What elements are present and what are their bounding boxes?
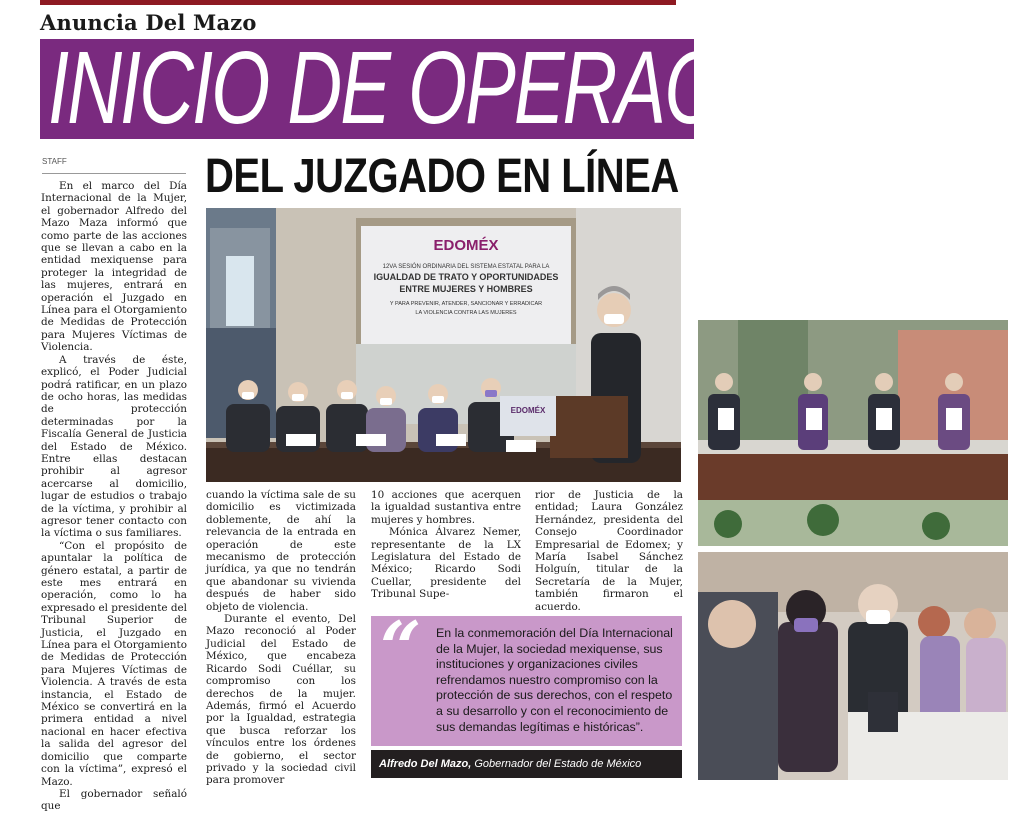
banner-line: 12VA SESIÓN ORDINARIA DEL SISTEMA ESTATAL PARA LA: [382, 264, 550, 270]
article-column-4: [535, 489, 683, 613]
paragraph: Durante el evento, Del Mazo reconoció al Poder Judicial del Estado de México, que encabeza Ricardo Sodi Cuéllar, su compromiso con los derechos de la mujer. Además, firmó el Acuerdo por la Igualdad, estrategia que busca reforzar los vínculos entre los órdenes de gobierno, el sector privado y la sociedad civil para promover: [206, 613, 356, 787]
paragraph: rior de Justicia de la entidad; Laura González Hernández, presidenta del Consejo Coordinador Empresarial de Edomex; y María Isabel Sánchez Holguín, titular de la Secretaría de la Mujer, también firmaron el acuerdo.: [535, 489, 683, 613]
pull-quote-attribution: [371, 750, 682, 778]
byline: STAFF: [42, 157, 67, 166]
article-column-2: [206, 489, 356, 787]
quote-mark-icon: “: [380, 605, 422, 690]
headline: INICIO DE OPERACIÓN: [48, 30, 847, 146]
podium-logo: EDOMÉX: [510, 406, 546, 415]
article-column-3: [371, 489, 521, 609]
headline-banner: [40, 30, 847, 146]
byline-rule: [42, 173, 186, 174]
pull-quote-text: En la conmemoración del Día Internacional de la Mujer, la sociedad mexiquense, sus instituciones y organizaciones civiles refrendamos nuestro compromiso con la protección de sus derechos, con el respeto a su desarrollo y con el reconocimiento de sus demandas legítimas e históricas”.: [436, 626, 673, 734]
side-photo-top-illustration: [698, 320, 1008, 546]
quote-author-role: Gobernador del Estado de México: [471, 758, 642, 770]
paragraph: En el marco del Día Internacional de la Mujer, el gobernador Alfredo del Mazo Maza informó que como parte de las acciones que se llevan a cabo en la entidad mexiquense para proteger la integridad de las mujeres, entrará en operación el Juzgado en Línea para el Otorgamiento de Medidas de Protección para Mujeres Víctimas de Violencia.: [41, 180, 187, 354]
side-photo-bottom-illustration: [698, 552, 1008, 780]
subheadline: DEL JUZGADO EN LÍNEA: [205, 150, 679, 203]
top-rule: [40, 0, 676, 5]
banner-line: LA VIOLENCIA CONTRA LAS MUJERES: [415, 310, 517, 316]
banner-line: Y PARA PREVENIR, ATENDER, SANCIONAR Y ERRADICAR: [389, 301, 543, 307]
side-photo-bottom: [698, 552, 1008, 780]
paragraph: “Con el propósito de apuntalar la política de género estatal, a partir de este mes entrará en operación, como lo ha expresado el presidente del Tribunal Superior de Justicia, el Juzgado en Línea para el Otorgamiento de Medidas de Protección para Mujeres Víctimas de Violencia. A través de esta instancia, el Estado de México se convertirá en la primera entidad a nivel nacional en hacer efectiva la salida del agresor del domicilio que comparte con la víctima”, expresó el Mazo.: [41, 539, 187, 788]
banner-line: ENTRE MUJERES Y HOMBRES: [399, 284, 533, 294]
side-photo-top: [698, 320, 1008, 546]
paragraph: 10 acciones que acerquen la igualdad sustantiva entre mujeres y hombres.: [371, 489, 521, 526]
edomex-logo: EDOMÉX: [433, 237, 499, 254]
paragraph: El gobernador señaló que: [41, 787, 187, 813]
banner-line: IGUALDAD DE TRATO Y OPORTUNIDADES: [373, 272, 559, 282]
paragraph: Mónica Álvarez Nemer, representante de la LX Legislatura del Estado de México; Ricardo Sodi Cuellar, presidente del Tribunal Supe-: [371, 526, 521, 601]
article-column-1: [41, 180, 187, 813]
kicker: Anuncia Del Mazo: [40, 10, 257, 35]
main-photo: [206, 208, 681, 482]
paragraph: cuando la víctima sale de su domicilio es victimizada doblemente, de ahí la relevancia de la entrada en operación de este mecanismo de protección jurídica, ya que no tendrán que abandonar su vivienda después de haber sido objeto de violencia.: [206, 489, 356, 613]
quote-author: Alfredo Del Mazo,: [379, 758, 472, 770]
paragraph: A través de éste, explicó, el Poder Judicial podrá ratificar, en un plazo de ocho horas, las medidas de protección determinadas por la Fiscalía General de Justicia del Estado de México. Entre ellas destacan prohibir al agresor acercarse al domicilio, lugar de estudios o trabajo de la víctima, y prohibir al agresor tener contacto con la víctima o sus familiares.: [41, 353, 187, 540]
main-photo-illustration: [206, 208, 681, 482]
